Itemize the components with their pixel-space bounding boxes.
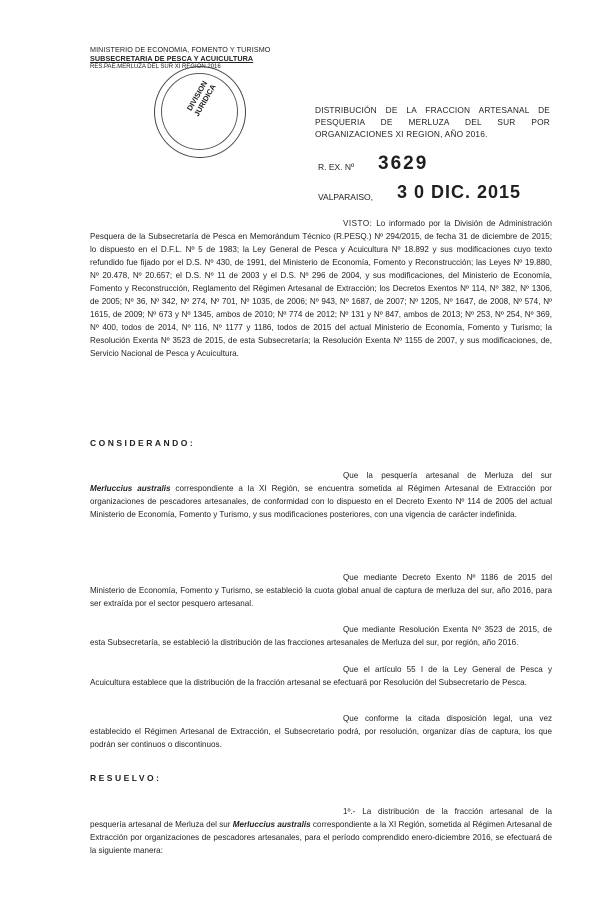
resuelvo-paragraph-1 [90, 805, 552, 857]
species-name: Merluccius australis [232, 820, 311, 829]
considerando-paragraph-1 [90, 469, 552, 521]
visto-paragraph [90, 217, 552, 360]
date-stamp: 3 0 DIC. 2015 [397, 182, 522, 202]
resolution-label: R. EX. Nº [318, 162, 355, 172]
considerando-paragraph-2: Que mediante Decreto Exento Nº 1186 de 2015 del Ministerio de Economía, Fomento y Turismo, se estableció la cuota global anual de captura de merluza del sur, año 2016, para ser extraída por el sector pesquero artesanal. [90, 573, 552, 608]
reference-code: RES.PAE.MERLUZA DEL SUR XI REGION 2016 [90, 64, 221, 70]
resolution-number: 3629 [378, 153, 429, 174]
c1-text-before: Que la pesquería artesanal de Merluza del sur [343, 471, 552, 480]
resuelvo-heading: RESUELVO: [90, 773, 162, 783]
c1-text-after: correspondiente a la XI Región, se encuentra sometida al Régimen Artesanal de Extracción por organizaciones de pescadores artesanales, de conformidad con lo dispuesto en el Decreto Exento Nº 114 de 2005 del actual Ministerio de Economía, Fomento y Turismo, y sus modificaciones posteriores, con una vigencia de carácter indefinida. [90, 484, 553, 519]
species-name: Merluccius australis [90, 484, 171, 493]
visto-label: VISTO: [343, 219, 373, 228]
document-subject: DISTRIBUCIÓN DE LA FRACCION ARTESANAL DE PESQUERIA DE MERLUZA DEL SUR POR ORGANIZACIONES XI REGION, AÑO 2016. [315, 105, 550, 139]
undersecretariat-header: SUBSECRETARIA DE PESCA Y ACUICULTURA [90, 54, 254, 63]
r1-text-before: 1º.- La distribución de la fracción artesanal de la pesquería artesanal de Merluza del sur [90, 807, 552, 829]
place: VALPARAISO, [318, 192, 373, 202]
seal-text: DIVISION JURIDICA [184, 79, 218, 118]
visto-text: Lo informado por la División de Administración Pesquera de la Subsecretaría de Pesca en Memorándum Técnico (R.PESQ.) Nº 294/2015, de fecha 31 de diciembre de 2015; lo dispuesto en el D.F.L. Nº 5 de 1983; la Ley General de Pesca y Acuicultura Nº 18.892 y sus modificaciones cuyo texto refundido fue fijado por el D.S. Nº 430, de 1991, del Ministerio de Economía, Fomento y Reconstrucción; las Leyes Nº 19.880, Nº 20.478, Nº 20.657; el D.S. Nº 11 de 2003 y el D.S. Nº 296 de 2004, y sus modificaciones, del Ministerio de Economía, Fomento y Reconstrucción, Reglamento del Régimen Artesanal de Extracción; los Decretos Exentos Nº 114, Nº 382, Nº 1306, de 2005; Nº 36, Nº 342, Nº 274, Nº 701, Nº 1035, de 2006; Nº 943, Nº 1687, de 2007; Nº 1205, Nº 1647, de 2008, Nº 574, Nº 1615, de 2009; Nº 673 y Nº 1345, ambos de 2010; Nº 774 de 2012; Nº 131 y Nº 847, ambos de 2013; Nº 253, Nº 254, Nº 369, Nº 400, todos de 2014, Nº 116, Nº 1177 y 1186, todos de 2015 del actual Ministerio de Economía, Fomento y Turismo; la Resolución Exenta Nº 3523 de 2015, de esta Subsecretaría; la Resolución Exenta Nº 1155 de 2007, y sus modificaciones, de, Servicio Nacional de Pesca y Acuicultura. [90, 219, 552, 358]
ministry-header: MINISTERIO DE ECONOMIA, FOMENTO Y TURISMO [90, 45, 271, 54]
considerando-paragraph-5: Que conforme la citada disposición legal, una vez establecido el Régimen Artesanal de Extracción, el Subsecretario podrá, por resolución, organizar días de captura, los que podrán ser continuos o discontinuos. [90, 714, 552, 749]
considerando-paragraph-4: Que el artículo 55 I de la Ley General de Pesca y Acuicultura establece que la distribución de la fracción artesanal se efectuará por Resolución del Subsecretario de Pesca. [90, 665, 552, 687]
official-seal-stamp [154, 66, 246, 158]
considerando-heading: CONSIDERANDO: [90, 438, 196, 448]
considerando-paragraph-3: Que mediante Resolución Exenta Nº 3523 de 2015, de esta Subsecretaría, se estableció la distribución de las fracciones artesanales de Merluza del sur, por región, año 2016. [90, 625, 552, 647]
r1-text-after: correspondiente a la XI Región, sometida al Régimen Artesanal de Extracción por organizaciones de pescadores artesanales, para el período comprendido enero-diciembre 2016, se efectuará de la siguiente manera: [90, 820, 553, 855]
